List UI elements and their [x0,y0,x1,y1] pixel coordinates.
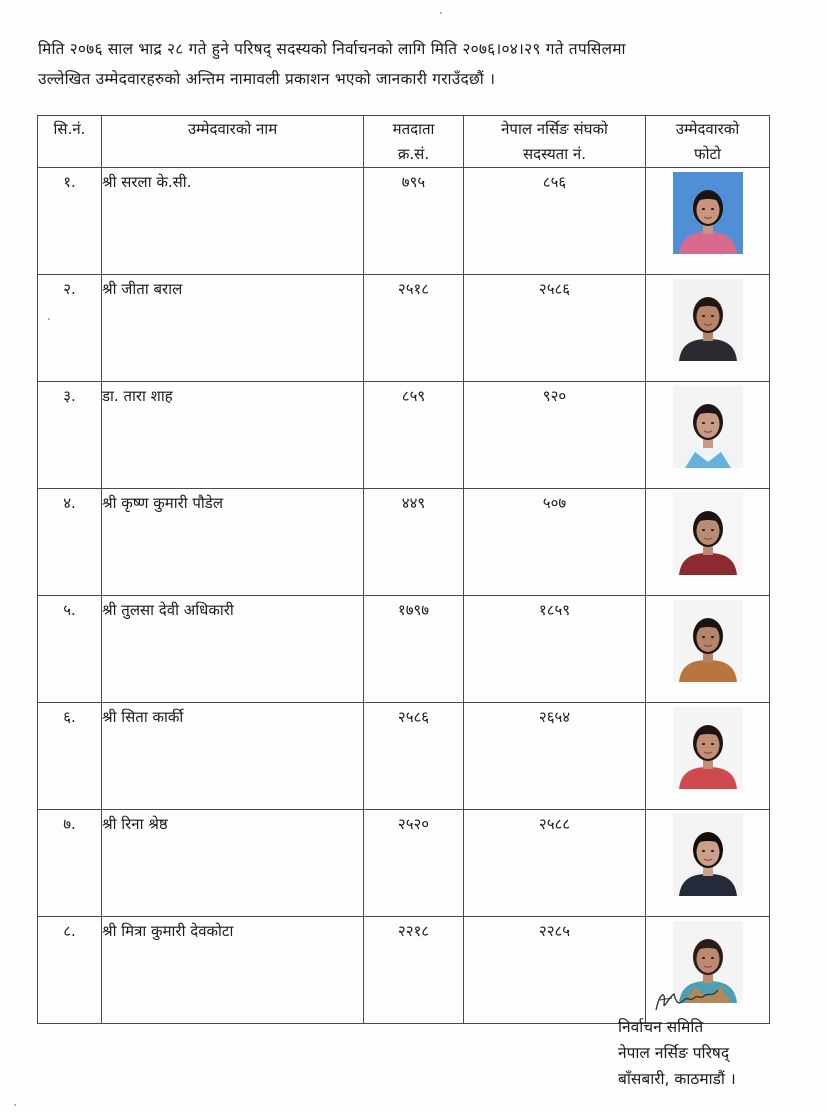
cell-serial-no: ३. [38,382,102,489]
cell-candidate-photo [646,489,770,596]
header-candidate-photo-line1: उम्मेदवारको [675,120,740,138]
header-voter-serial-line2: क्र.सं. [397,145,430,163]
header-membership-no-line2: सदस्यता नं. [523,145,586,163]
header-voter-serial-line1: मतदाता [392,120,435,138]
header-serial-no-label: सि.नं. [53,120,86,138]
candidate-photo [673,707,743,789]
cell-serial-no: ४. [38,489,102,596]
candidate-photo [673,172,743,254]
cell-candidate-name: श्री कृष्ण कुमारी पौडेल [102,489,364,596]
table-row [38,596,770,703]
cell-membership-no: ५०७ [464,489,646,596]
signature-mark [650,986,730,1016]
table-row [38,168,770,275]
cell-candidate-photo [646,810,770,917]
header-membership-no [464,116,646,168]
candidate-table [37,115,770,1024]
table-row [38,703,770,810]
cell-candidate-photo [646,596,770,703]
cell-candidate-name: श्री रिना श्रेष्ठ [102,810,364,917]
candidate-photo [673,814,743,896]
cell-membership-no: ८५६ [464,168,646,275]
header-membership-no-line1: नेपाल नर्सिङ संघको [501,120,608,138]
scan-speck [48,318,50,320]
header-candidate-name [102,116,364,168]
header-candidate-name-label: उम्मेदवारको नाम [187,120,278,138]
cell-voter-serial: २२१८ [364,917,464,1024]
cell-candidate-name: श्री तुलसा देवी अधिकारी [102,596,364,703]
table-row [38,489,770,596]
cell-voter-serial: ७९५ [364,168,464,275]
table-row [38,382,770,489]
cell-voter-serial: ८५९ [364,382,464,489]
cell-voter-serial: २५२० [364,810,464,917]
cell-voter-serial: २५१८ [364,275,464,382]
cell-membership-no: २६५४ [464,703,646,810]
table-row [38,275,770,382]
intro-line-1: मिति २०७६ साल भाद्र २८ गते हुने परिषद् सदस्यको निर्वाचनको लागि मिति २०७६।०४।२९ गते तपसिलमा [38,40,626,58]
intro-paragraph [38,34,818,94]
cell-voter-serial: ४४९ [364,489,464,596]
cell-serial-no: १. [38,168,102,275]
candidate-photo [673,279,743,361]
candidate-photo [673,600,743,682]
cell-membership-no: २२८५ [464,917,646,1024]
header-voter-serial [364,116,464,168]
candidate-photo [673,493,743,575]
cell-candidate-photo [646,382,770,489]
scan-speck [14,1104,16,1106]
header-candidate-photo [646,116,770,168]
candidate-photo [673,386,743,468]
cell-candidate-name: श्री जीता बराल [102,275,364,382]
table-header-row [38,116,770,168]
cell-candidate-name: श्री सरला के.सी. [102,168,364,275]
issuer-committee: निर्वाचन समिति [618,1018,704,1036]
intro-line-2: उल्लेखित उम्मेदवारहरुको अन्तिम नामावली प्रकाशन भएको जानकारी गराउँदछौं । [38,70,496,88]
cell-serial-no: ५. [38,596,102,703]
cell-candidate-name: श्री मित्रा कुमारी देवकोटा [102,917,364,1024]
table-body [38,168,770,1024]
cell-candidate-photo [646,703,770,810]
cell-candidate-name: श्री सिता कार्की [102,703,364,810]
cell-serial-no: ७. [38,810,102,917]
issuer-block [618,1014,736,1092]
cell-serial-no: ६. [38,703,102,810]
header-candidate-photo-line2: फोटो [694,145,721,163]
cell-candidate-photo [646,275,770,382]
header-serial-no [38,116,102,168]
cell-serial-no: २. [38,275,102,382]
scan-speck [440,12,442,14]
cell-serial-no: ८. [38,917,102,1024]
issuer-address: बाँसबारी, काठमाडौं । [618,1070,736,1088]
cell-candidate-photo [646,168,770,275]
cell-membership-no: ९२० [464,382,646,489]
cell-membership-no: २५८८ [464,810,646,917]
table-row [38,810,770,917]
cell-membership-no: २५८६ [464,275,646,382]
cell-voter-serial: १७९७ [364,596,464,703]
cell-candidate-name: डा. तारा शाह [102,382,364,489]
cell-voter-serial: २५८६ [364,703,464,810]
issuer-council: नेपाल नर्सिङ परिषद् [618,1044,730,1062]
cell-membership-no: १८५९ [464,596,646,703]
